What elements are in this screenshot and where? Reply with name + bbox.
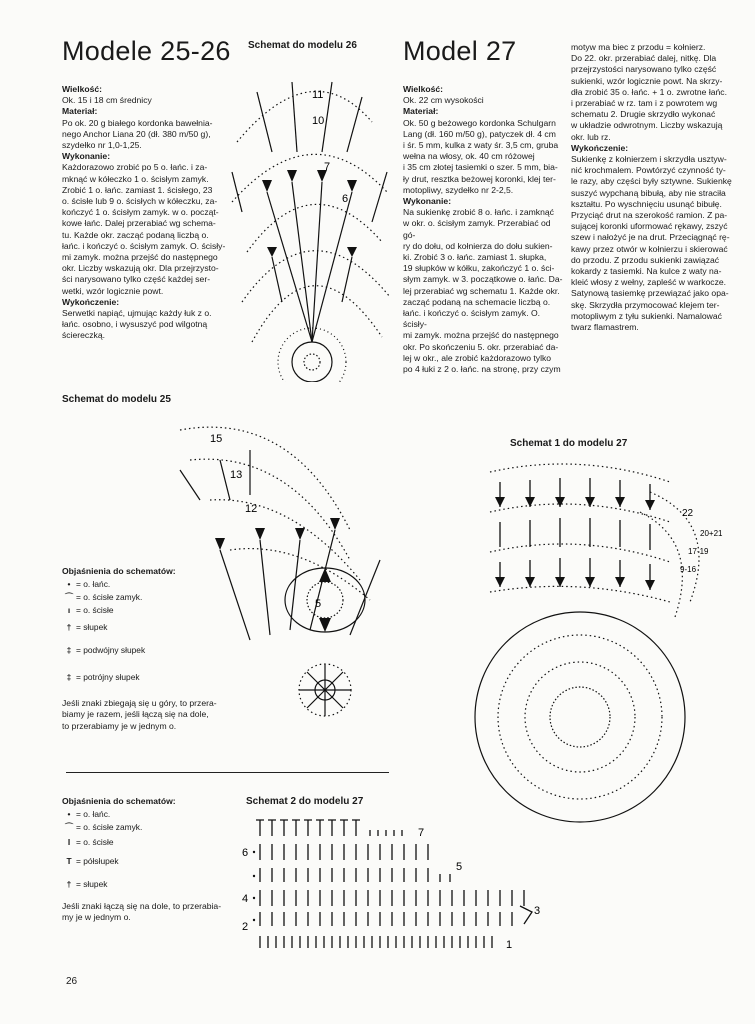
scheme-27-2-label-6: 6	[242, 847, 249, 859]
left-article-title: Modele 25-26	[62, 36, 231, 66]
scheme-26-label-6: 6	[342, 193, 349, 205]
scheme-27-2-label-1: 1	[506, 939, 513, 951]
material-text: Po ok. 20 g białego kordonka bawełnia- nego Anchor Liana 20 (dł. 380 m/50 g), szydełko nr 1,0-1,25.	[62, 117, 213, 151]
scheme-25-label-5: 5	[315, 598, 322, 610]
scheme-27-2-label-3: 3	[534, 905, 541, 917]
legend-top-row	[62, 577, 227, 590]
legend-label: = o. ścisłe zamyk.	[76, 591, 143, 602]
legend-top-row	[62, 590, 227, 603]
legend-label: = podwójny słupek	[76, 645, 146, 656]
legend-symbol: ‡	[66, 672, 72, 683]
size-text: Ok. 15 i 18 cm średnicy	[62, 95, 152, 106]
left-article-body	[62, 84, 227, 342]
scheme-26-label-10: 10	[312, 115, 325, 127]
scheme-26-label-11: 11	[312, 89, 324, 101]
finish-heading: Wykończenie:	[571, 142, 629, 153]
size-heading: Wielkość:	[62, 84, 103, 94]
section-divider	[66, 772, 389, 773]
material-heading: Materiał:	[403, 106, 439, 117]
legend-label: = półsłupek	[76, 856, 119, 867]
legend-bottom-row	[62, 833, 232, 851]
scheme-25-label-15: 15	[210, 433, 223, 445]
legend-top-note: Jeśli znaki zbiegają się u góry, to przera- biamy je razem, jeśli łączą się na dole, to przerabiamy je w jednym o.	[62, 698, 217, 731]
scheme-27-1-label-9-16: 9-16	[680, 565, 697, 574]
legend-label: = o. ścisłe	[76, 604, 114, 615]
material-heading: Materiał:	[62, 106, 98, 117]
legend-label: = o. ścisłe	[76, 837, 114, 848]
right-article-body	[403, 84, 563, 375]
page-number: 26	[66, 976, 78, 987]
execution-text: Każdorazowo zrobić po 5 o. łańc. i za- mknąć w kółeczko 1 o. ścisłym zamyk. Zrobić 1 o. łańc. zamiast 1. ścisłego, 23 o. ścisłe lub 9 o. ścisłych w kółeczku, za- kończyć 1 o. ścisłym zamyk. w o. począt- kowe łańc. Dalej przerabiać wg schema- tu. Każde okr. zacząć podaną liczbą o. łańc. i kończyć o. ścisłym zamyk. O. ścisły- mi zamyk. można przejść do następnego okr. Liczby wskazują okr. Dla przejrzysto- ści narysowano tylko część każdej ser- wetki, wzór logicznie powt.	[62, 162, 226, 296]
legend-top	[62, 566, 227, 732]
legend-bottom-row	[62, 871, 232, 897]
scheme-26-diagram	[212, 52, 402, 382]
legend-label: = słupek	[76, 879, 108, 890]
scheme-27-1-label-17-19: 17-19	[688, 547, 709, 556]
scheme-27-1-title: Schemat 1 do modelu 27	[510, 438, 628, 449]
legend-symbol: ı	[67, 604, 71, 615]
legend-label: = o. łańc.	[76, 578, 111, 589]
execution-text: Na sukienkę zrobić 8 o. łańc. i zamknąć w okr. o. ścisłym zamyk. Przerabiać od gó- ry do dołu, od kołnierza do dołu sukien- ki. Zrobić 3 o. łańc. zamiast 1. słupka, 19 słupków w kółku, zakończyć 1 o. ści- słym zamyk. w 3. początkowe o. łańc. Da- lej przerabiać wg schematu 1. Każde okr. zacząć podaną na schemacie liczbą o. łańc. i kończyć o. ścisłym zamyk. O. ścisły- mi zamyk. można przejść do następnego okr. Po skończeniu 5. okr. przerabiać da- lej w okr., ale zrobić każdorazowo tylko po 4 łuki z 2 o. łańc. na stronę, przy czym	[403, 207, 563, 375]
legend-symbol: T	[66, 856, 72, 867]
col3-text: motyw ma biec z przodu = kołnierz. Do 22. okr. przerabiać dalej, nitkę. Dla przejrzystości narysowano tylko część sukienki, wzór logicznie powt. Na skrzy- dła zrobić 35 o. łańc. + 1 o. zwrotne łańc. i przerabiać w rz. tam i z powrotem wg schematu 2. Drugie skrzydło wykonać w układzie odwrotnym. Liczby wskazują okr. lub rz.	[571, 42, 727, 142]
scheme-27-2-label-2: 2	[242, 921, 249, 933]
legend-symbol: •	[67, 578, 71, 589]
legend-symbol: †	[66, 622, 72, 633]
legend-symbol: †	[66, 879, 72, 890]
legend-label: = potrójny słupek	[76, 672, 140, 683]
scheme-26-title: Schemat do modelu 26	[248, 40, 357, 51]
scheme-27-1-label-20-21: 20+21	[700, 529, 723, 538]
scheme-25-title: Schemat do modelu 25	[62, 394, 171, 405]
legend-top-row	[62, 662, 227, 692]
scheme-25-label-13: 13	[230, 469, 243, 481]
finish-heading: Wykończenie:	[62, 296, 120, 307]
legend-symbol: ⌒	[64, 821, 74, 832]
legend-symbol: •	[67, 808, 71, 819]
legend-label: = o. łańc.	[76, 808, 111, 819]
legend-symbol: I	[67, 837, 71, 848]
scheme-25-label-12: 12	[245, 503, 258, 515]
right-article-title: Model 27	[403, 36, 517, 66]
legend-bottom-row	[62, 820, 232, 833]
size-text: Ok. 22 cm wysokości	[403, 95, 484, 106]
scheme-27-2-title: Schemat 2 do modelu 27	[246, 796, 364, 807]
legend-label: = słupek	[76, 622, 108, 633]
legend-bottom-row	[62, 851, 232, 871]
scheme-27-1-diagram	[470, 452, 740, 847]
material-text: Ok. 50 g beżowego kordonka Schulgarn Lang (dł. 160 m/50 g), patyczek dł. 4 cm i śr. 5 mm, kulka z waty śr. 3,5 cm, gruba wełna na włosy, ok. 40 cm różowej i 35 cm złotej tasiemki o szer. 5 mm, bia- ły drut, resztka beżowej koronki, klej ter- motopliwy, szydełko nr 2-2,5.	[403, 117, 559, 195]
legend-bottom	[62, 796, 232, 924]
scheme-27-1-label-22: 22	[682, 508, 694, 519]
legend-symbol: ‡	[66, 645, 72, 656]
legend-bottom-row	[62, 807, 232, 820]
size-heading: Wielkość:	[403, 84, 444, 94]
scheme-27-2-label-7: 7	[418, 827, 425, 839]
finish-text: Sukienkę z kołnierzem i skrzydła usztyw- nić krochmalem. Powtórzyć czynność ty- le razy, aby części były sztywne. Sukienkę suszyć wypchaną bibułą, aby nie straciła kształtu. Po wyschnięciu usunąć bibułę. Przyciąć drut na szerokość ramion. Z pa- sującej koronki uformować rękawy, zszyć szew i nałożyć je na drut. Przeciągnąć rę- kawy przez otwór w kołnierzu i skierować do przodu. Z przodu sukienki zawiązać kokardy z tasiemki. Na kulce z waty na- kleić włosy z wełny, zapleść w warkocze. Satynową tasiemkę przewiązać jako opa- skę. Skrzydła przymocować klejem ter- motopliwym z tyłu sukienki. Namalować twarz flamastrem.	[571, 154, 732, 333]
scheme-26-label-7: 7	[324, 161, 331, 173]
legend-bottom-heading: Objaśnienia do schematów:	[62, 796, 176, 806]
right-article-col3	[571, 42, 746, 333]
legend-top-heading: Objaśnienia do schematów:	[62, 566, 176, 576]
scheme-27-2-diagram	[240, 816, 560, 956]
legend-bottom-note: Jeśli znaki łączą się na dole, to przerabia- my je w jednym o.	[62, 901, 222, 923]
legend-symbol: ⌒	[64, 591, 74, 602]
legend-label: = o. ścisłe zamyk.	[76, 821, 143, 832]
legend-top-row	[62, 603, 227, 616]
execution-heading: Wykonanie:	[62, 151, 111, 162]
scheme-27-2-label-5: 5	[456, 861, 463, 873]
legend-top-row	[62, 616, 227, 638]
legend-top-row	[62, 638, 227, 662]
execution-heading: Wykonanie:	[403, 196, 452, 207]
scheme-27-2-label-4: 4	[242, 893, 249, 905]
finish-text: Serwetki napiąć, ujmując każdy łuk z o. łańc. osobno, i wysuszyć pod wilgotną ściereczką.	[62, 308, 212, 341]
